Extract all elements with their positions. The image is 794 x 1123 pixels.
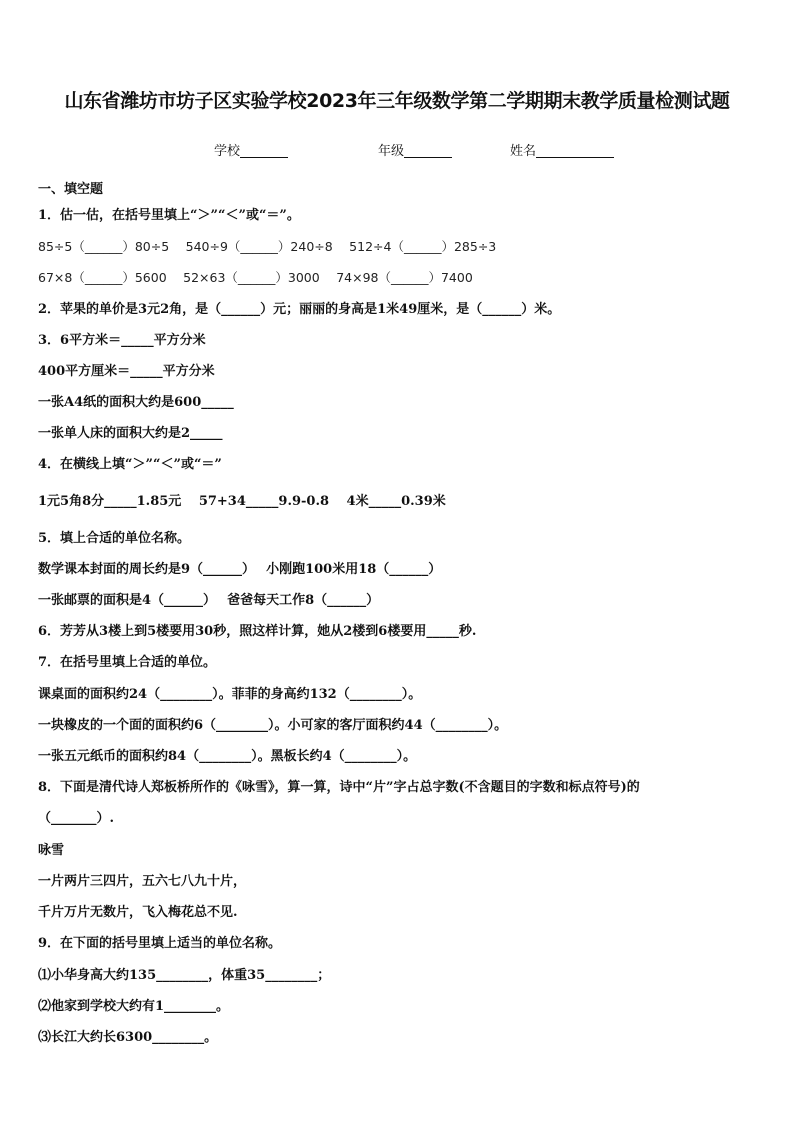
question-6: 6．芳芳从3楼上到5楼要用30秒，照这样计算，她从2楼到6楼要用_____秒. xyxy=(38,624,477,639)
question-4-row: 1元5角8分_____1.85元 57+34_____9.9-0.8 4米_____0.39米 xyxy=(38,494,446,509)
question-2: 2．苹果的单价是3元2角，是（______）元；丽丽的身高是1米49厘米，是（______）米。 xyxy=(38,302,561,317)
poem-line-2: 千片万片无数片，飞入梅花总不见. xyxy=(38,905,238,920)
question-9-line-c: ⑶长江大约长6300________。 xyxy=(38,1030,218,1045)
name-label: 姓名 xyxy=(510,144,537,159)
question-9-line-b: ⑵他家到学校大约有1________。 xyxy=(38,999,230,1014)
question-8: 8．下面是清代诗人郑板桥所作的《咏雪》，算一算，诗中“片”字占总字数(不含题目的字数和标点符号)的 xyxy=(38,780,640,795)
section-title: 一、填空题 xyxy=(38,182,104,197)
school-label: 学校 xyxy=(214,144,241,159)
question-5-line-b: 一张邮票的面积是4（______） 爸爸每天工作8（______） xyxy=(38,593,380,608)
question-7-line-c: 一张五元纸币的面积约84（________）。黑板长约4（________）。 xyxy=(38,749,417,764)
question-9: 9．在下面的括号里填上适当的单位名称。 xyxy=(38,936,282,951)
question-3: 3．6平方米＝_____平方分米 xyxy=(38,333,206,348)
grade-field xyxy=(378,140,452,159)
question-7: 7．在括号里填上合适的单位。 xyxy=(38,655,217,670)
page-title: 山东省潍坊市坊子区实验学校2023年三年级数学第二学期期末教学质量检测试题 xyxy=(64,90,730,112)
question-9-line-a: ⑴小华身高大约135________，体重35________； xyxy=(38,968,331,983)
grade-label: 年级 xyxy=(378,144,405,159)
school-blank[interactable] xyxy=(240,143,288,158)
name-field xyxy=(510,140,614,159)
poem-line-1: 一片两片三四片，五六七八九十片， xyxy=(38,874,247,889)
question-3-line-c: 一张A4纸的面积大约是600_____ xyxy=(38,395,234,410)
school-field xyxy=(214,140,288,159)
question-5: 5．填上合适的单位名称。 xyxy=(38,531,191,546)
question-8-answer: （_______）. xyxy=(38,811,115,826)
question-3-line-b: 400平方厘米＝_____平方分米 xyxy=(38,364,215,379)
question-1-row-1: 85÷5（______）80÷5 540÷9（______）240÷8 512÷4（______）285÷3 xyxy=(38,239,497,254)
question-3-line-d: 一张单人床的面积大约是2_____ xyxy=(38,426,223,441)
grade-blank[interactable] xyxy=(404,143,452,158)
question-1-row-2: 67×8（______）5600 52×63（______）3000 74×98（______）7400 xyxy=(38,270,473,285)
question-5-line-a: 数学课本封面的周长约是9（______） 小刚跑100米用18（______） xyxy=(38,562,442,577)
question-4: 4．在横线上填“＞”“＜”或“＝” xyxy=(38,457,222,472)
name-blank[interactable] xyxy=(536,143,614,158)
poem-title: 咏雪 xyxy=(38,843,65,858)
question-7-line-b: 一块橡皮的一个面的面积约6（________）。小可家的客厅面积约44（________）。 xyxy=(38,718,508,733)
question-7-line-a: 课桌面的面积约24（________）。菲菲的身高约132（________）。 xyxy=(38,687,422,702)
question-1: 1．估一估，在括号里填上“＞”“＜”或“＝”。 xyxy=(38,208,300,223)
